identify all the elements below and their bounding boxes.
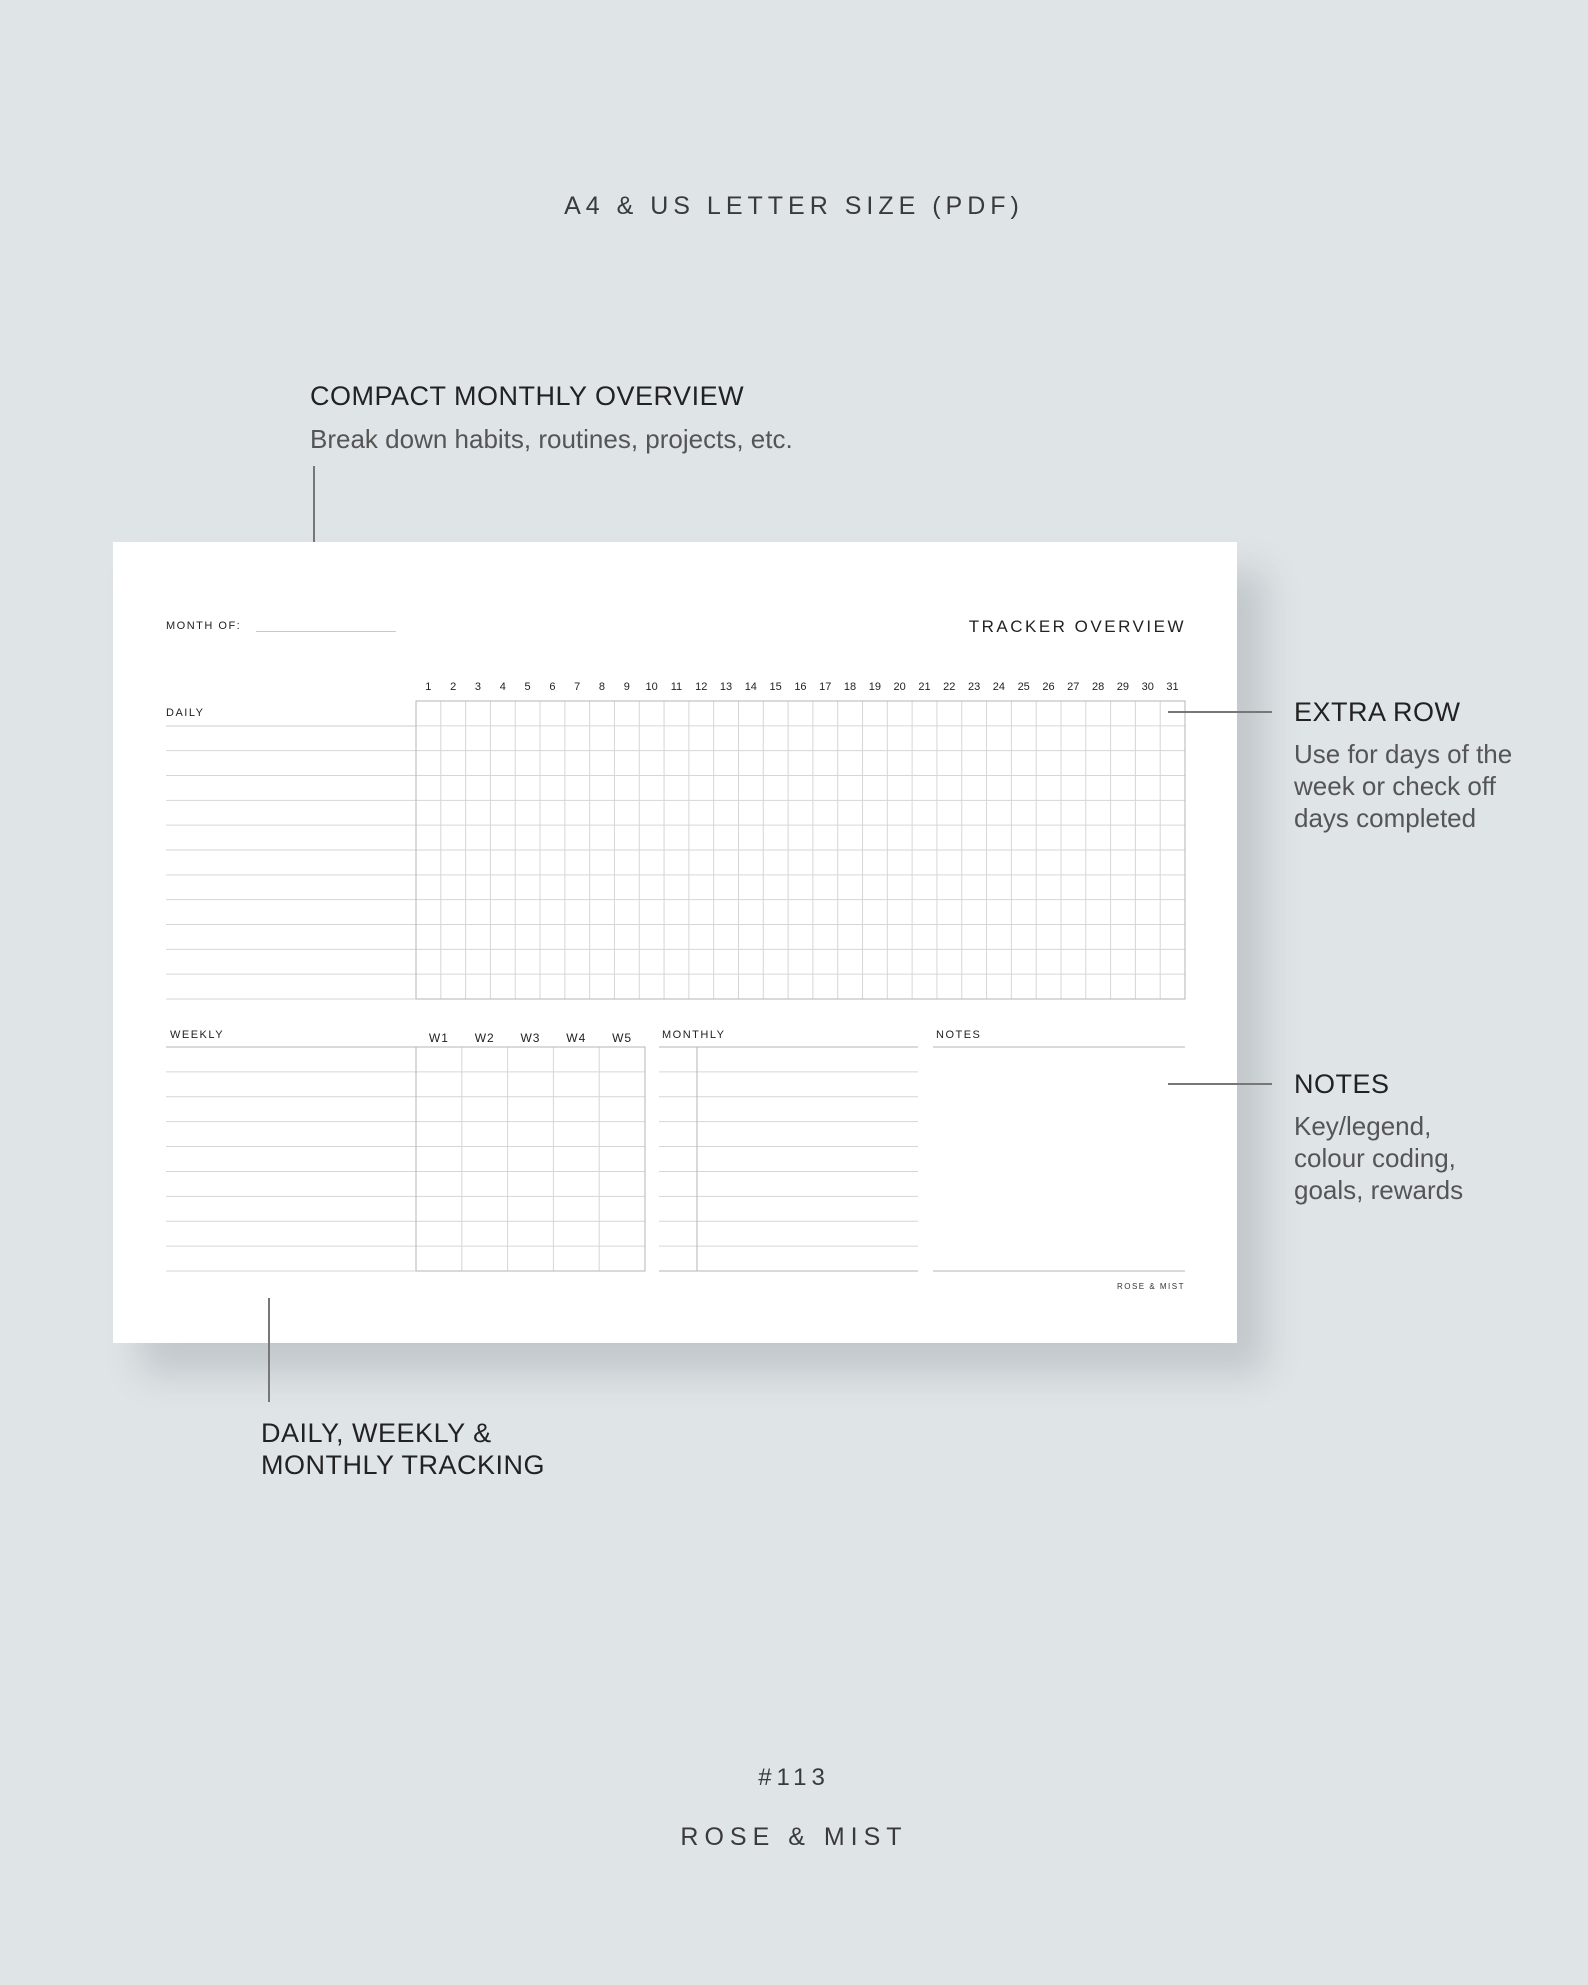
day-number: 28 xyxy=(1091,681,1105,693)
day-number: 17 xyxy=(819,681,832,693)
overview-callout-body: Break down habits, routines, projects, etc. xyxy=(310,424,793,454)
extra-row-body-line: days completed xyxy=(1294,803,1477,833)
day-number: 24 xyxy=(992,681,1006,693)
notes-body-line: goals, rewards xyxy=(1294,1175,1464,1205)
notes-callout-body xyxy=(1294,1110,1463,1206)
extra-row-body-line: week or check off xyxy=(1294,771,1496,801)
day-number: 25 xyxy=(1017,681,1030,693)
week-header: W4 xyxy=(566,1031,587,1045)
extra-row-leader-line xyxy=(1168,711,1272,713)
extra-row-callout-title: EXTRA ROW xyxy=(1294,697,1461,727)
tracker-title: TRACKER OVERVIEW xyxy=(968,617,1186,636)
day-number: 22 xyxy=(943,681,956,693)
day-number: 5 xyxy=(524,681,531,693)
tracking-leader-line xyxy=(268,1298,270,1402)
weekly-grid[interactable] xyxy=(416,1047,645,1271)
day-number: 13 xyxy=(719,681,733,693)
day-number: 27 xyxy=(1067,681,1080,693)
notes-leader-line xyxy=(1168,1083,1272,1085)
day-number: 7 xyxy=(574,681,581,693)
day-number: 30 xyxy=(1141,681,1154,693)
day-number: 3 xyxy=(474,681,482,693)
day-number: 21 xyxy=(918,681,931,693)
day-number: 19 xyxy=(868,681,881,693)
tracking-title-line: MONTHLY TRACKING xyxy=(261,1450,546,1480)
sheet-brand: ROSE & MIST xyxy=(1116,1282,1185,1291)
day-number: 12 xyxy=(695,681,708,693)
week-header: W1 xyxy=(428,1031,449,1045)
tracking-title-line: DAILY, WEEKLY & xyxy=(261,1418,492,1448)
day-number: 8 xyxy=(598,681,606,693)
day-number: 23 xyxy=(967,681,981,693)
week-header: W5 xyxy=(612,1031,633,1045)
extra-row-callout-body xyxy=(1294,738,1512,834)
day-number: 31 xyxy=(1166,681,1179,693)
daily-label: DAILY xyxy=(166,707,205,719)
week-header: W2 xyxy=(474,1031,495,1045)
tracking-callout-title xyxy=(261,1417,545,1481)
product-number: #113 xyxy=(758,1764,830,1791)
overview-callout-title: COMPACT MONTHLY OVERVIEW xyxy=(310,381,745,411)
extra-row-body-line: Use for days of the xyxy=(1294,739,1513,769)
notes-area[interactable] xyxy=(933,1046,1186,1266)
day-number: 9 xyxy=(623,681,630,693)
day-number: 10 xyxy=(645,681,658,693)
notes-label: NOTES xyxy=(936,1029,982,1041)
notes-callout-title: NOTES xyxy=(1294,1069,1390,1099)
day-number: 20 xyxy=(893,681,906,693)
day-number: 2 xyxy=(450,681,457,693)
day-number: 1 xyxy=(425,681,432,693)
day-number: 6 xyxy=(549,681,556,693)
month-of-label: MONTH OF: xyxy=(166,620,242,632)
week-header: W3 xyxy=(520,1031,541,1045)
size-heading: A4 & US LETTER SIZE (PDF) xyxy=(564,192,1024,220)
day-number: 4 xyxy=(499,681,506,693)
tracker-sheet xyxy=(113,542,1237,1343)
notes-body-line: colour coding, xyxy=(1294,1143,1456,1173)
day-number: 18 xyxy=(843,681,857,693)
monthly-label: MONTHLY xyxy=(662,1029,726,1041)
day-number: 16 xyxy=(794,681,807,693)
brand-name: ROSE & MIST xyxy=(680,1823,908,1851)
weekly-label: WEEKLY xyxy=(170,1029,225,1041)
day-number: 15 xyxy=(769,681,782,693)
day-number: 26 xyxy=(1042,681,1055,693)
day-number: 29 xyxy=(1116,681,1130,693)
day-number: 14 xyxy=(744,681,757,693)
notes-body-line: Key/legend, xyxy=(1294,1111,1432,1141)
day-number: 11 xyxy=(670,681,683,693)
